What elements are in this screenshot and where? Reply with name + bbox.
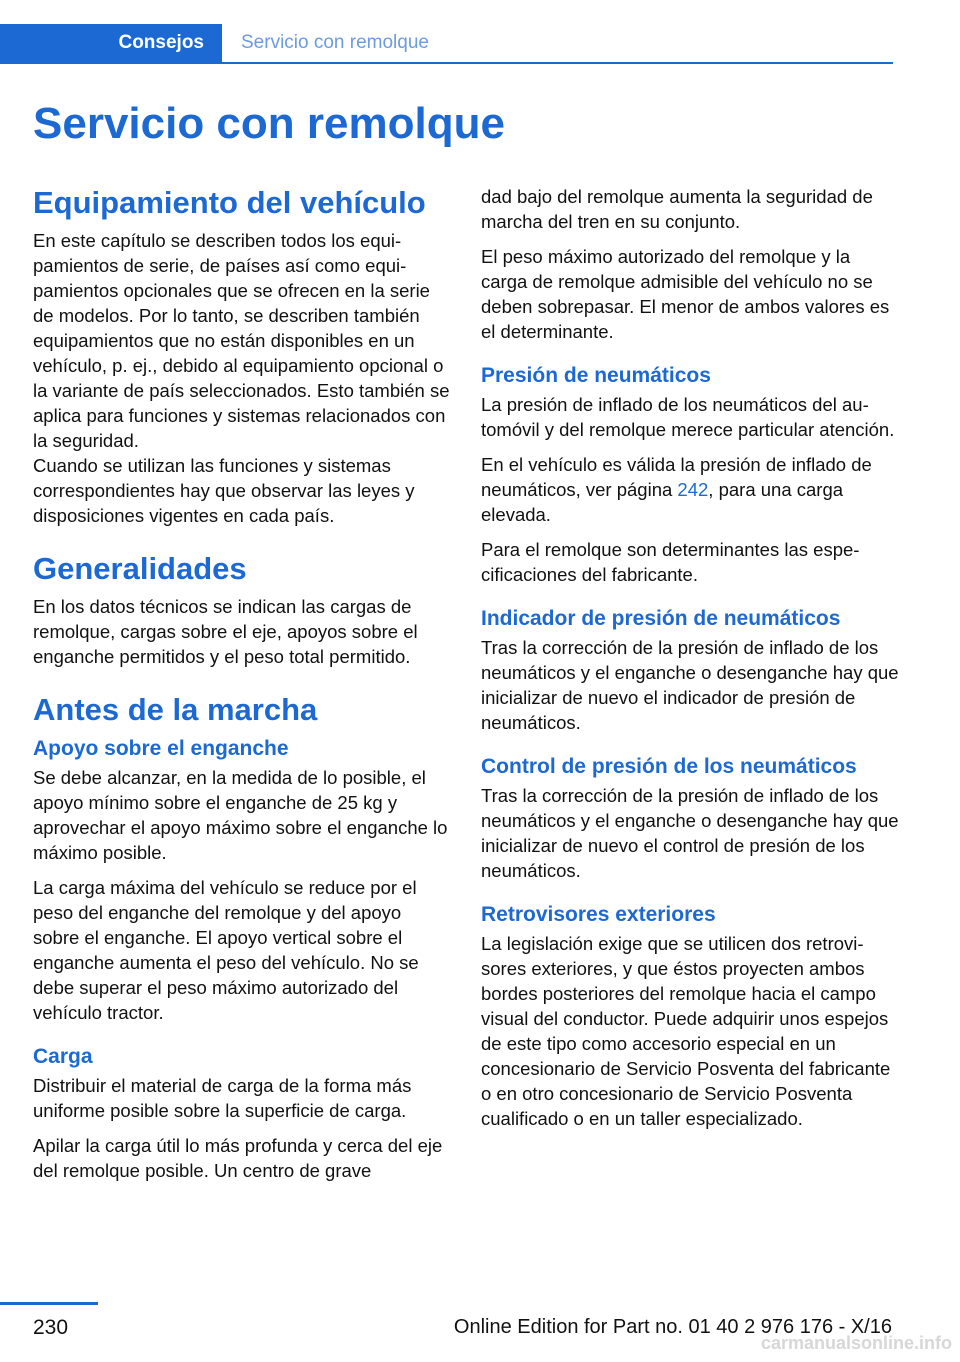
heading-retrovisores-exteriores: Retrovisores exteriores	[481, 903, 716, 926]
heading-presion-de-neumaticos: Presión de neumáticos	[481, 364, 711, 387]
page-number: 230	[33, 1316, 69, 1339]
footer-rule	[0, 1302, 98, 1305]
paragraph: La legislación exige que se utilicen dos retrovisores exteriores, y que éstos proyecten ambos bordes posteriores del remolque hacia el campo visual del conductor. Puede adquirir unos espejos de este tipo como accesorio especial en un concesionario de Servicio Posventa del fabricante o en otro concesionario de Servicio Posventa cualificado o en un taller especializado.	[481, 933, 891, 1129]
heading-antes-de-la-marcha: Antes de la marcha	[33, 692, 318, 727]
paragraph: En este capítulo se describen todos los equipamientos de serie, de países así como equipamientos opcionales que se ofrecen en la serie de modelos. Por lo tanto, se describen también equipamientos que no están disponibles en un vehículo, p. ej., debido al equipamiento opcional o la variante de país seleccionados. Esto también se aplica para funciones y sistemas relacionados con la seguridad.	[33, 230, 450, 451]
paragraph: Distribuir el material de carga de la forma más uniforme posible sobre la superficie de carga.	[33, 1075, 412, 1121]
heading-generalidades: Generalidades	[33, 551, 247, 586]
paragraph: Tras la corrección de la presión de inflado de los neumáticos y el enganche o desenganche hay que inicializar de nuevo el indicador de presión de neumáticos.	[481, 637, 899, 733]
text: En el vehículo es válida la presión de inflado de neumáticos, ver página	[481, 454, 872, 500]
paragraph: Tras la corrección de la presión de inflado de los neumáticos y el enganche o desenganche hay que inicializar de nuevo el control de presión de los neumáticos.	[481, 785, 899, 881]
tab-consejos[interactable]: Consejos	[0, 24, 222, 62]
heading-equipamiento: Equipamiento del vehículo	[33, 185, 426, 220]
tab-servicio-con-remolque[interactable]: Servicio con remolque	[241, 32, 429, 53]
paragraph: Se debe alcanzar, en la medida de lo posible, el apoyo mínimo sobre el enganche de 25 kg y aprovechar el apoyo máximo sobre el enganche lo máximo posible.	[33, 767, 448, 863]
watermark: carmanualsonline.info	[760, 1333, 952, 1353]
paragraph: La carga máxima del vehículo se reduce por el peso del enganche del remolque y del apoyo sobre el enganche. El apoyo vertical sobre el enganche aumenta el peso del vehículo. No se debe superar el peso máximo autorizado del vehículo tractor.	[33, 877, 419, 1023]
paragraph: Cuando se utilizan las funciones y sistemas correspondientes hay que observar las leyes y disposiciones vigentes en cada país.	[33, 455, 415, 526]
paragraph: El peso máximo autorizado del remolque y la carga de remolque admisible del vehículo no se deben sobrepasar. El menor de ambos valores es el determinante.	[481, 246, 890, 342]
paragraph: dad bajo del remolque aumenta la seguridad de marcha del tren en su conjunto.	[481, 186, 873, 232]
heading-apoyo-sobre-el-enganche: Apoyo sobre el enganche	[33, 737, 289, 760]
paragraph: Para el remolque son determinantes las especificaciones del fabricante.	[481, 539, 860, 585]
heading-indicador-de-presion: Indicador de presión de neumáticos	[481, 607, 841, 630]
edition-text: Online Edition for Part no. 01 40 2 976 176 - X/16	[453, 1316, 892, 1338]
text: , para una carga elevada.	[481, 479, 844, 525]
heading-carga: Carga	[33, 1045, 93, 1068]
paragraph: Apilar la carga útil lo más profunda y cerca del eje del remolque posible. Un centro de grave	[33, 1135, 443, 1181]
heading-control-de-presion: Control de presión de los neumáticos	[481, 755, 857, 778]
page-link-242[interactable]: 242	[677, 479, 709, 500]
paragraph: En los datos técnicos se indican las cargas de remolque, cargas sobre el eje, apoyos sobre el enganche permitidos y el peso total permitido.	[33, 596, 418, 667]
paragraph-page-reference	[481, 452, 899, 527]
header-bar	[0, 24, 893, 64]
page-title: Servicio con remolque	[33, 99, 505, 148]
paragraph: La presión de inflado de los neumáticos del automóvil y del remolque merece particular atención.	[481, 394, 895, 440]
right-column	[481, 184, 899, 1141]
left-column	[33, 184, 451, 1193]
